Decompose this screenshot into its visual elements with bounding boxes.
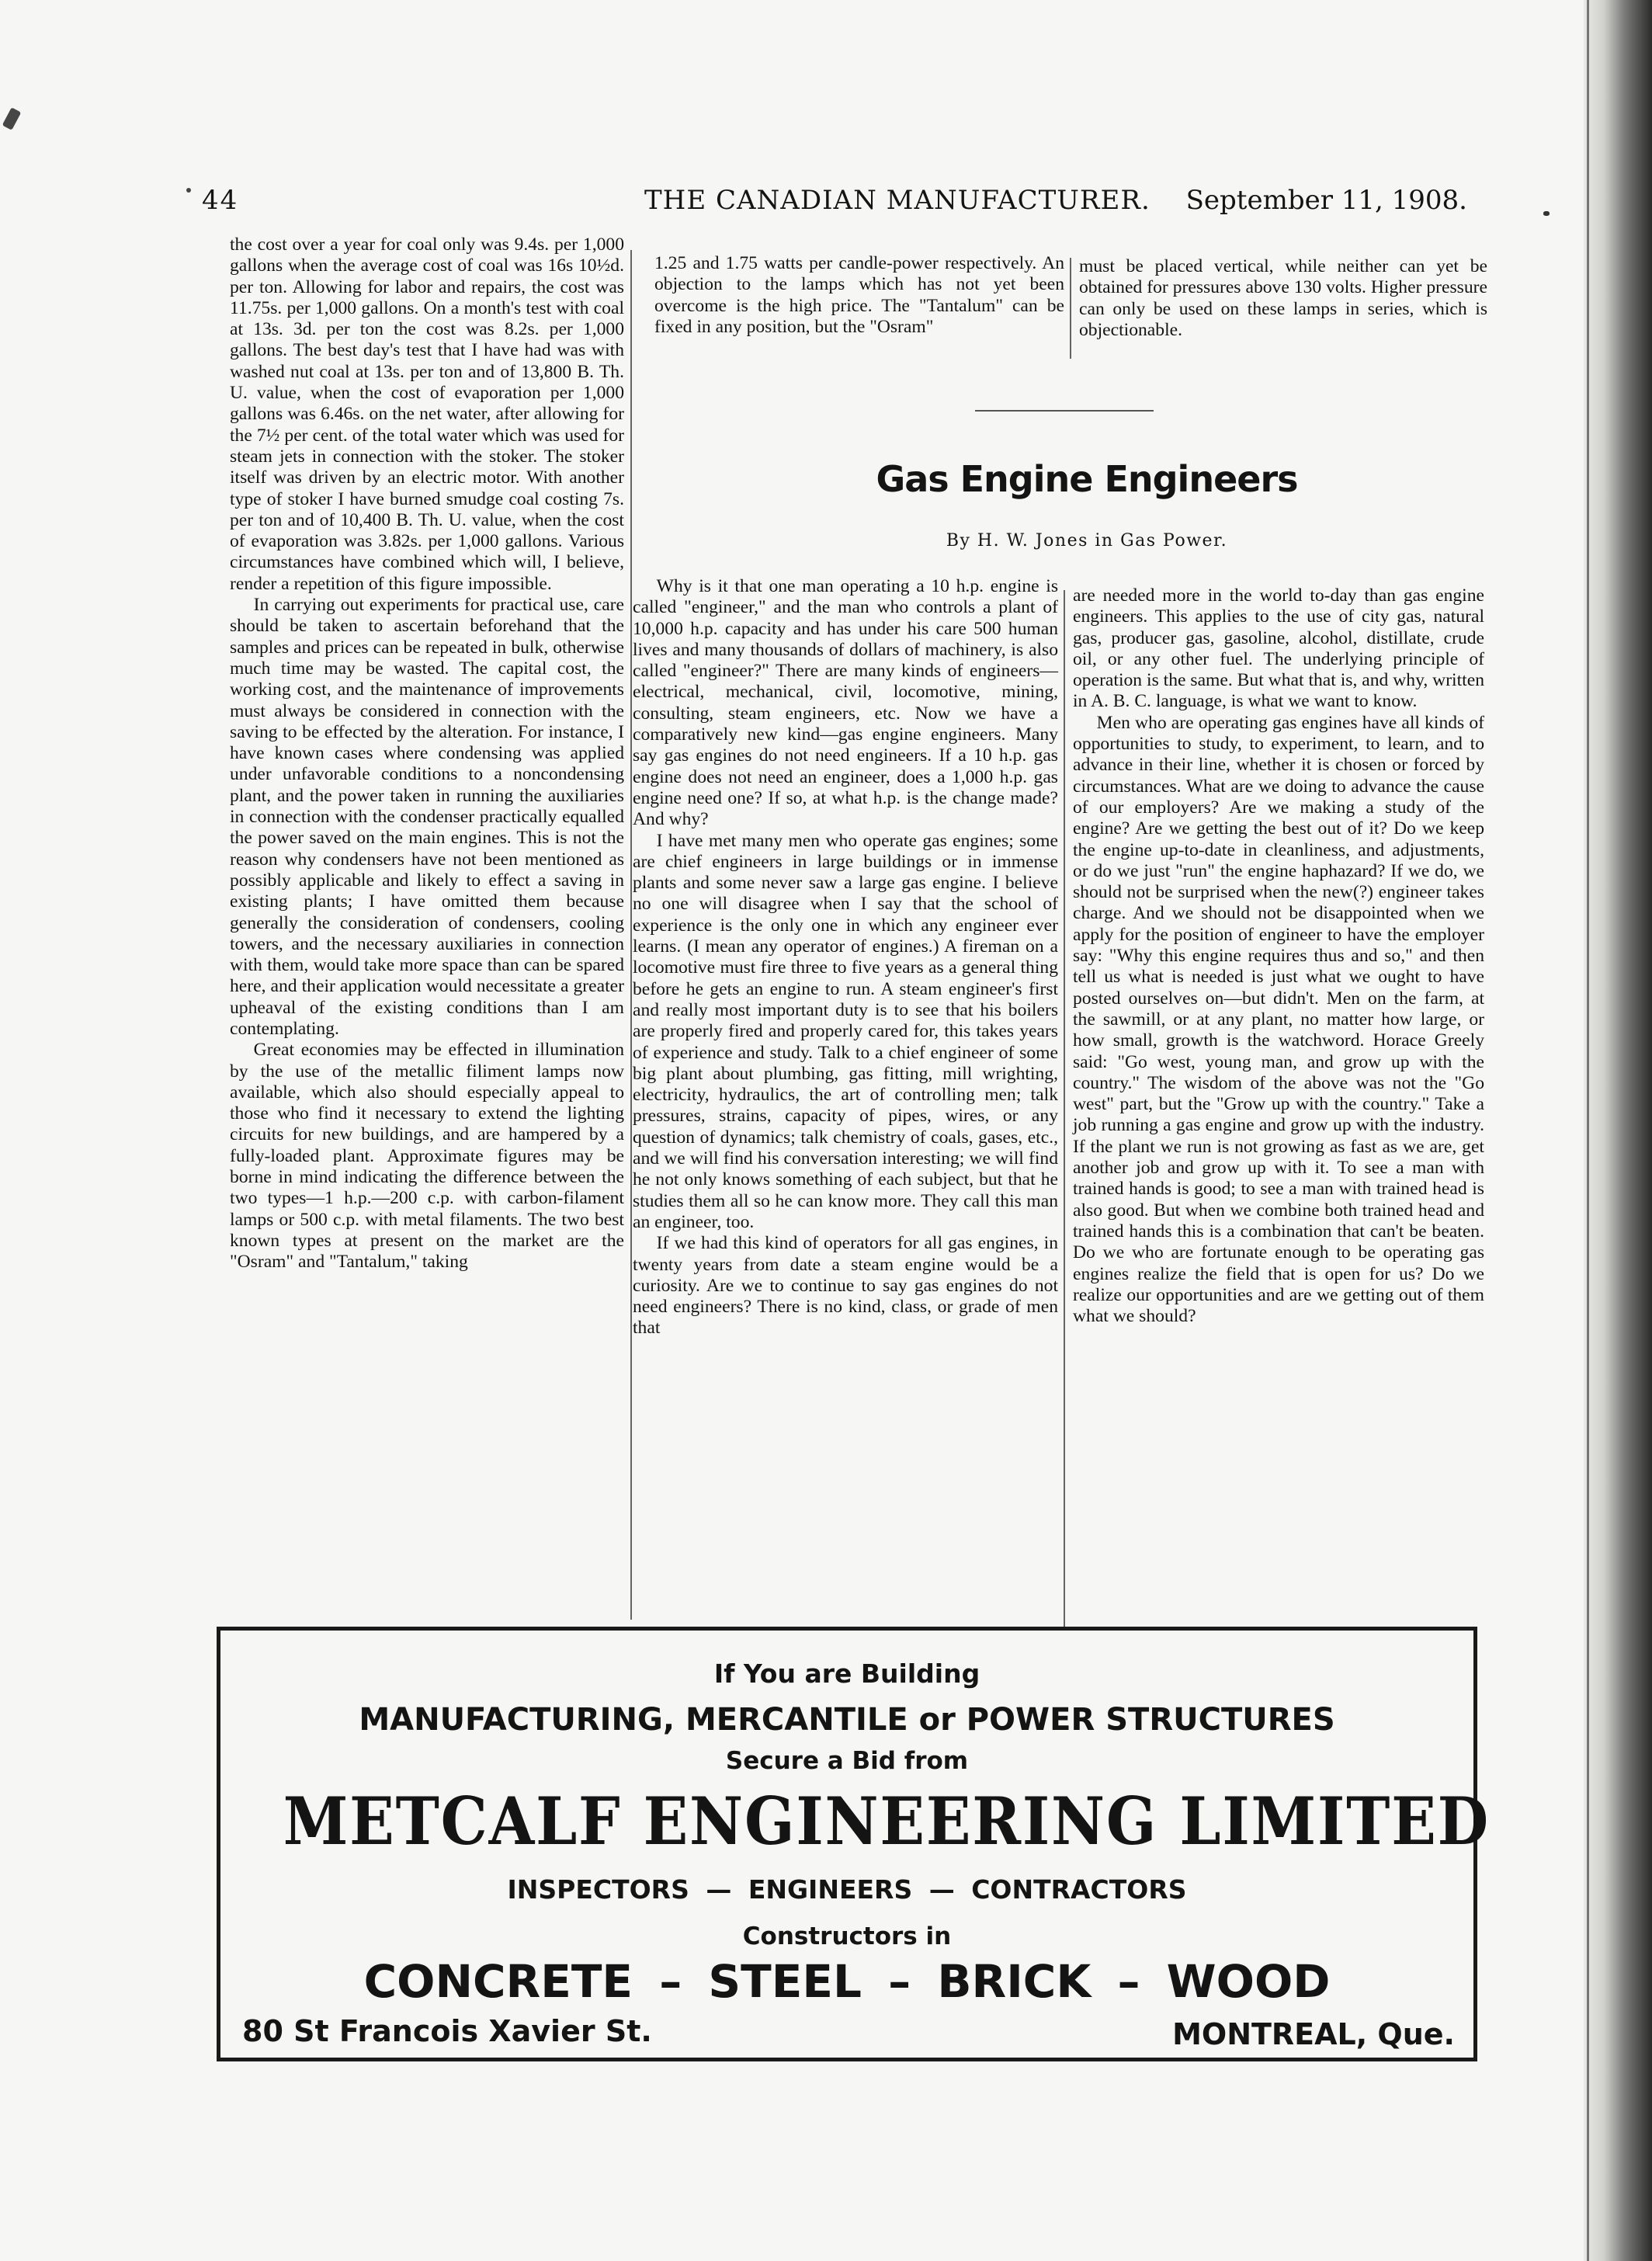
scan-artifact-mark <box>2 107 22 130</box>
scan-artifact-dot <box>186 188 191 193</box>
paragraph: are needed more in the world to-day than gas engine engineers. This applies to the use of city gas, natural gas, producer gas, gasoline, alcohol, distillate, crude oil, or any other fuel. The underlying principle of operation is the same. But what that is, and why, written in A. B. C. language, is what we want to know. <box>1073 585 1484 712</box>
advertisement-box <box>217 1627 1491 2061</box>
issue-date: September 11, 1908. <box>1185 185 1467 216</box>
paragraph: In carrying out experiments for practical use, care should be taken to ascertain beforehand that the samples and prices can be repeated in bulk, otherwise much time may be wasted. The capital cost, the working cost, and the maintenance of improvements must always be considered in connection with the saving to be effected by the alteration. For instance, I have known cases where condensing was applied under unfavorable conditions to a noncondensing plant, and the power taken in running the auxiliaries in connection with the condenser practically equalled the power saved on the main engines. This is not the reason why condensers have not been mentioned as possibly applicable and likely to effect a saving in existing plants; I have omitted them because generally the consideration of condensers, cooling towers, and the necessary auxiliaries in connection with them, would take more space than can be spared here, and their application would necessitate a greater upheaval of the existing conditions than I am contemplating. <box>230 595 624 1039</box>
column-right-continued <box>1079 256 1487 341</box>
paragraph: Why is it that one man operating a 10 h.p. engine is called "engineer," and the man who controls a plant of 10,000 h.p. capacity and has under his care 500 human lives and many thousands of dollars of machinery, is also called "engineer?" There are many kinds of engineers—electrical, mechanical, civil, locomotive, mining, consulting, steam engineers, etc. Now we have a comparatively new kind—gas engine engineers. Many say gas engines do not need engineers. If a 10 h.p. gas engine does not need an engineer, does a 1,000 h.p. gas engine need one? If so, at what h.p. is the change made? And why? <box>633 576 1058 830</box>
ad-structure-types: MANUFACTURING, MERCANTILE or POWER STRUCTURES <box>359 1702 1335 1738</box>
ad-roles: INSPECTORS — ENGINEERS — CONTRACTORS <box>507 1874 1187 1905</box>
running-header <box>202 185 1467 224</box>
column-left <box>230 234 624 1273</box>
ad-intro: If You are Building <box>713 1658 980 1689</box>
ad-company-name: METCALF ENGINEERING LIMITED <box>283 1783 1491 1860</box>
ad-materials: CONCRETE – STEEL – BRICK – WOOD <box>363 1955 1331 2008</box>
column-middle-continued <box>654 253 1064 338</box>
journal-title: THE CANADIAN MANUFACTURER. <box>644 185 1150 216</box>
ad-address: 80 St Francois Xavier St. <box>242 2014 652 2048</box>
column-rule <box>1070 258 1071 359</box>
column-rule <box>630 250 632 1620</box>
paragraph: Great economies may be effected in illumination by the use of the metallic filiment lamps now available, which also should especially appeal to those who find it necessary to extend the lighting circuits for new buildings, and are hampered by a fully-loaded plant. Approximate figures may be borne in mind indicating the difference between the two types—1 h.p.—200 c.p. with carbon-filament lamps or 500 c.p. with metal filaments. The two best known types at present on the market are the "Osram" and "Tantalum," taking <box>230 1040 624 1273</box>
column-rule <box>1064 590 1065 1631</box>
paragraph: If we had this kind of operators for all gas engines, in twenty years from date a steam engine would be a curiosity. Are we to continue to say gas engines do not need engineers? There is no kind, class, or grade of men that <box>633 1233 1058 1339</box>
ad-constructors-label: Constructors in <box>742 1922 952 1950</box>
paragraph: I have met many men who operate gas engines; some are chief engineers in large buildings or in immense plants and some never saw a large gas engine. I believe no one will disagree when I say that the school of experience is the only one in which any engineer ever learns. (I mean any operator of engines.) A fireman on a locomotive must fire three to five years as a general thing before he gets an engine to run. A steam engineer's first and really most important duty is to see that his boilers are properly fired and properly cared for, this takes years of experience and study. Talk to a chief engineer of some big plant about plumbing, gas fitting, mill wrighting, electricity, hydraulics, the art of controlling men; talk pressures, strains, capacity of pipes, wires, or any question of dynamics; talk chemistry of coals, gases, etc., and we will find his conversation interesting; we will find he not only knows something of each subject, but that he studies them all so he can know more. They call this man an engineer, too. <box>633 830 1058 1232</box>
page-binding-edge <box>1584 0 1652 2261</box>
article-byline: By H. W. Jones in Gas Power. <box>946 531 1228 550</box>
paragraph: the cost over a year for coal only was 9.4s. per 1,000 gallons when the average cost of coal was 16s 10½d. per ton. Allowing for labor and repairs, the cost was 11.75s. per 1,000 gallons. On a month's test with coal at 13s. 3d. per ton the cost was 8.2s. per 1,000 gallons. The best day's test that I have had was with washed nut coal at 13s. per ton and of 13,800 B. Th. U. value, when the cost of evaporation per 1,000 gallons was 6.46s. on the net water, after allowing for the 7½ per cent. of the total water which was used for steam jets in connection with the stoker. The stoker itself was driven by an electric motor. With another type of stoker I have burned smudge coal costing 7s. per ton and of 10,400 B. Th. U. value, when the cost of evaporation was 3.82s. per 1,000 gallons. Various circumstances have combined which will, I believe, render a repetition of this figure impossible. <box>230 234 624 594</box>
ad-secure-bid: Secure a Bid from <box>725 1747 969 1775</box>
article-title: Gas Engine Engineers <box>876 458 1298 500</box>
section-divider <box>975 410 1154 412</box>
paragraph: must be placed vertical, while neither can yet be obtained for pressures above 130 volts. Higher pressure can only be used on these lamps in series, which is objectionable. <box>1079 256 1487 340</box>
article-column-1 <box>633 576 1058 1339</box>
article-column-2 <box>1073 585 1484 1327</box>
paragraph: Men who are operating gas engines have all kinds of opportunities to study, to experiment, to learn, and to advance in their line, whether it is chosen or forced by circumstances. What are we doing to advance the cause of our employers? Are we making a study of the engine? Are we getting the best out of it? Do we keep the engine up-to-date in cleanliness, and adjustments, or do we just "run" the engine haphazard? If we do, we should not be surprised when the new(?) engineer takes charge. And we should not be disappointed when we apply for the position of engineer to have the employer say: "Why this engine requires thus and so," and then tell us what is needed is just what we ought to have posted ourselves on—but didn't. Men on the farm, at the sawmill, or at any plant, no matter how large, or how small, growth is the watchword. Horace Greely said: "Go west, young man, and grow up with the country." The wisdom of the above was not the "Go west" part, but the "Grow up with the country." Take a job running a gas engine and grow up with the industry. If the plant we run is not growing as fast as we are, get another job and grow up with it. To see a man with trained hands is good; to see a man with trained head is also good. But when we combine both trained head and trained hands this is a combination that can't be beaten. Do we who are fortunate enough to be operating gas engines realize the field that is open for us? Do we realize our opportunities and are we getting out of them what we should? <box>1073 712 1484 1327</box>
paragraph: 1.25 and 1.75 watts per candle-power respectively. An objection to the lamps which has not yet been overcome is the high price. The "Tantalum" can be fixed in any position, but the "Osram" <box>654 253 1064 337</box>
page-number: 44 <box>202 185 239 216</box>
scan-artifact-dot <box>1543 211 1550 216</box>
ad-city: MONTREAL, Que. <box>1172 2017 1455 2051</box>
